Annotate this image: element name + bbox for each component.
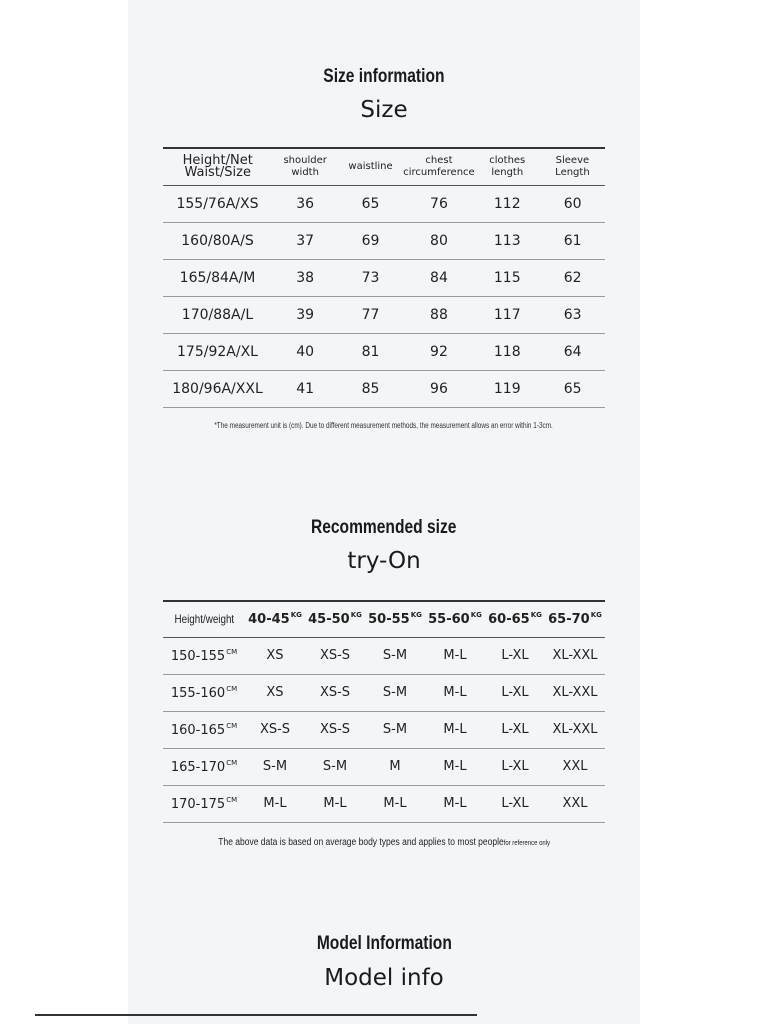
size-table-cell: 155/76A/XS [163,185,272,222]
size-table-header [163,148,605,185]
size-table-cell: 39 [272,296,337,333]
weight-header-cell: $65-70^{KG}$ [545,601,605,637]
recommended-size-cell: XS-S [305,674,365,711]
size-header-cell: shoulder width [272,148,337,185]
tryon-table-row [163,711,605,748]
weight-header-cell: $45-50^{KG}$ [305,601,365,637]
size-table-cell: 84 [403,259,474,296]
size-table-cell: 80 [403,222,474,259]
recommended-size-cell: S-M [305,748,365,785]
recommended-size-cell: S-M [245,748,305,785]
size-table-cell: 77 [338,296,403,333]
size-table-cell: 63 [540,296,605,333]
recommended-size-cell: M-L [365,785,425,822]
weight-header-cell: $60-65^{KG}$ [485,601,545,637]
size-table-row [163,259,605,296]
size-table-cell: 62 [540,259,605,296]
recommended-size-cell: S-M [365,711,425,748]
size-table-cell: 37 [272,222,337,259]
size-table-cell: 165/84A/M [163,259,272,296]
size-table-row [163,333,605,370]
model-info-subtitle: Model info [324,965,444,991]
size-header-cell: Sleeve Length [540,148,605,185]
size-table [163,147,605,408]
recommended-size-cell: L-XL [485,637,545,674]
weight-header-cell: $55-60^{KG}$ [425,601,485,637]
size-table-cell: 38 [272,259,337,296]
size-table-cell: 118 [475,333,540,370]
tryon-table-row [163,637,605,674]
tryon-corner-header: Height/weight [163,601,245,637]
tryon-table-row [163,785,605,822]
size-header-cell: waistline [338,148,403,185]
recommended-size-cell: XS [245,674,305,711]
recommended-size-cell: L-XL [485,785,545,822]
size-table-cell: 175/92A/XL [163,333,272,370]
size-table-cell: 112 [475,185,540,222]
size-table-cell: 115 [475,259,540,296]
recommended-size-cell: M-L [425,674,485,711]
recommended-size-cell: M-L [425,637,485,674]
model-table-top-rule [35,1014,477,1016]
size-subtitle: Size [360,97,408,123]
recommended-size-cell: XS-S [305,711,365,748]
recommended-size-cell: S-M [365,637,425,674]
size-info-title: Size information [323,66,445,87]
size-table-cell: 81 [338,333,403,370]
size-table-row [163,370,605,407]
size-table-cell: 36 [272,185,337,222]
tryon-table [163,600,605,823]
size-table-cell: 85 [338,370,403,407]
recommended-size-cell: M-L [305,785,365,822]
recommended-size-cell: L-XL [485,748,545,785]
height-cell: $160-165^{CM}$ [163,711,245,748]
size-table-cell: 60 [540,185,605,222]
size-table-cell: 65 [338,185,403,222]
size-table-cell: 65 [540,370,605,407]
weight-header-cell: $50-55^{KG}$ [365,601,425,637]
size-table-cell: 76 [403,185,474,222]
size-table-row [163,222,605,259]
size-table-cell: 88 [403,296,474,333]
size-table-cell: 61 [540,222,605,259]
size-table-cell: 40 [272,333,337,370]
tryon-table-row [163,674,605,711]
size-table-cell: 96 [403,370,474,407]
weight-header-cell: $40-45^{KG}$ [245,601,305,637]
size-header-cell: Height/Net Waist/Size [163,148,272,185]
size-header-cell: clothes length [475,148,540,185]
recommended-size-cell: XL-XXL [545,711,605,748]
recommended-size-cell: S-M [365,674,425,711]
recommended-size-cell: XL-XXL [545,674,605,711]
recommended-size-cell: M-L [245,785,305,822]
tryon-table-header [163,601,605,637]
size-table-cell: 69 [338,222,403,259]
recommended-size-cell: M [365,748,425,785]
recommended-size-cell: XXL [545,785,605,822]
tryon-subtitle: try-On [347,548,421,574]
size-table-cell: 73 [338,259,403,296]
recommended-size-cell: L-XL [485,711,545,748]
size-table-cell: 64 [540,333,605,370]
recommended-size-cell: XS-S [305,637,365,674]
size-table-cell: 119 [475,370,540,407]
size-header-cell: chest circumference [403,148,474,185]
recommended-size-cell: M-L [425,711,485,748]
recommended-size-cell: M-L [425,785,485,822]
tryon-table-row [163,748,605,785]
measurement-note: *The measurement unit is (cm). Due to different measurement methods, the measurement allows an error within 1-3cm. [214,421,554,430]
recommended-size-cell: L-XL [485,674,545,711]
height-cell: $165-170^{CM}$ [163,748,245,785]
size-table-cell: 160/80A/S [163,222,272,259]
average-body-note: The above data is based on average body types and applies to most peoplefor reference only [218,837,550,848]
size-table-cell: 180/96A/XXL [163,370,272,407]
size-table-cell: 113 [475,222,540,259]
size-table-cell: 170/88A/L [163,296,272,333]
size-table-row [163,185,605,222]
height-cell: $155-160^{CM}$ [163,674,245,711]
size-table-cell: 92 [403,333,474,370]
recommended-size-cell: M-L [425,748,485,785]
height-cell: $150-155^{CM}$ [163,637,245,674]
recommended-size-title: Recommended size [311,517,457,538]
model-info-title: Model Information [316,933,452,954]
recommended-size-cell: XL-XXL [545,637,605,674]
height-cell: $170-175^{CM}$ [163,785,245,822]
recommended-size-cell: XXL [545,748,605,785]
size-table-row [163,296,605,333]
recommended-size-cell: XS-S [245,711,305,748]
size-table-cell: 117 [475,296,540,333]
size-table-cell: 41 [272,370,337,407]
recommended-size-cell: XS [245,637,305,674]
